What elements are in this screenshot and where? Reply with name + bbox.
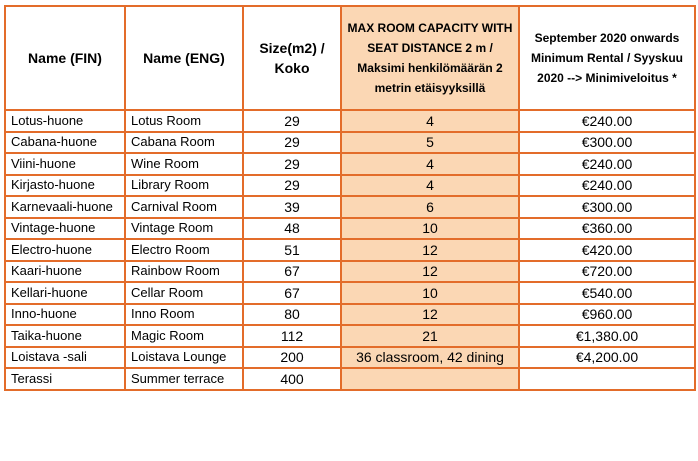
table-row [5, 196, 695, 218]
table-row [5, 218, 695, 240]
cell-capacity: 5 [341, 132, 519, 154]
cell-name-eng: Rainbow Room [125, 261, 243, 283]
table-header [5, 6, 695, 110]
table-row [5, 132, 695, 154]
cell-size: 112 [243, 325, 341, 347]
cell-capacity: 4 [341, 110, 519, 132]
cell-name-fin: Taika-huone [5, 325, 125, 347]
cell-capacity: 12 [341, 261, 519, 283]
cell-size: 29 [243, 132, 341, 154]
cell-name-eng: Vintage Room [125, 218, 243, 240]
cell-name-eng: Wine Room [125, 153, 243, 175]
cell-capacity: 6 [341, 196, 519, 218]
cell-size: 200 [243, 347, 341, 369]
cell-capacity: 12 [341, 304, 519, 326]
room-pricing-table [4, 5, 696, 391]
cell-minimum-rental: €1,380.00 [519, 325, 695, 347]
header-name-eng: Name (ENG) [125, 6, 243, 110]
cell-name-fin: Karnevaali-huone [5, 196, 125, 218]
cell-size: 48 [243, 218, 341, 240]
cell-name-eng: Inno Room [125, 304, 243, 326]
cell-name-fin: Kirjasto-huone [5, 175, 125, 197]
cell-name-eng: Magic Room [125, 325, 243, 347]
cell-minimum-rental: €960.00 [519, 304, 695, 326]
cell-size: 67 [243, 261, 341, 283]
cell-capacity: 36 classroom, 42 dining [341, 347, 519, 369]
cell-size: 400 [243, 368, 341, 390]
cell-size: 29 [243, 153, 341, 175]
cell-minimum-rental: €300.00 [519, 132, 695, 154]
cell-minimum-rental: €240.00 [519, 175, 695, 197]
table-row [5, 282, 695, 304]
cell-name-eng: Carnival Room [125, 196, 243, 218]
table-row [5, 239, 695, 261]
table-row [5, 153, 695, 175]
cell-name-fin: Cabana-huone [5, 132, 125, 154]
cell-size: 39 [243, 196, 341, 218]
cell-capacity [341, 368, 519, 390]
cell-name-fin: Terassi [5, 368, 125, 390]
cell-capacity: 21 [341, 325, 519, 347]
cell-name-fin: Loistava -sali [5, 347, 125, 369]
cell-size: 29 [243, 175, 341, 197]
cell-minimum-rental: €240.00 [519, 110, 695, 132]
table-row [5, 304, 695, 326]
cell-capacity: 10 [341, 218, 519, 240]
cell-name-eng: Electro Room [125, 239, 243, 261]
table-row [5, 325, 695, 347]
cell-capacity: 10 [341, 282, 519, 304]
cell-name-fin: Lotus-huone [5, 110, 125, 132]
table-row [5, 261, 695, 283]
cell-name-eng: Library Room [125, 175, 243, 197]
cell-minimum-rental: €420.00 [519, 239, 695, 261]
cell-minimum-rental: €240.00 [519, 153, 695, 175]
cell-name-eng: Lotus Room [125, 110, 243, 132]
cell-minimum-rental: €360.00 [519, 218, 695, 240]
cell-minimum-rental: €300.00 [519, 196, 695, 218]
cell-minimum-rental: €540.00 [519, 282, 695, 304]
cell-capacity: 4 [341, 153, 519, 175]
cell-size: 67 [243, 282, 341, 304]
cell-size: 29 [243, 110, 341, 132]
cell-capacity: 12 [341, 239, 519, 261]
cell-name-fin: Inno-huone [5, 304, 125, 326]
cell-name-fin: Vintage-huone [5, 218, 125, 240]
cell-name-eng: Loistava Lounge [125, 347, 243, 369]
cell-name-fin: Kaari-huone [5, 261, 125, 283]
cell-minimum-rental [519, 368, 695, 390]
cell-capacity: 4 [341, 175, 519, 197]
cell-name-eng: Summer terrace [125, 368, 243, 390]
cell-minimum-rental: €4,200.00 [519, 347, 695, 369]
header-size: Size(m2) / Koko [243, 6, 341, 110]
table-row [5, 347, 695, 369]
cell-size: 51 [243, 239, 341, 261]
table-row [5, 110, 695, 132]
header-name-fin: Name (FIN) [5, 6, 125, 110]
cell-minimum-rental: €720.00 [519, 261, 695, 283]
cell-name-eng: Cellar Room [125, 282, 243, 304]
cell-name-eng: Cabana Room [125, 132, 243, 154]
cell-name-fin: Kellari-huone [5, 282, 125, 304]
table-body [5, 110, 695, 390]
table-row [5, 175, 695, 197]
cell-size: 80 [243, 304, 341, 326]
cell-name-fin: Viini-huone [5, 153, 125, 175]
header-row [5, 6, 695, 110]
header-max-capacity: MAX ROOM CAPACITY WITH SEAT DISTANCE 2 m / Maksimi henkilömäärän 2 metrin etäisyyksillä [341, 6, 519, 110]
table-row [5, 368, 695, 390]
header-minimum-rental: September 2020 onwards Minimum Rental / Syyskuu 2020 --> Minimiveloitus * [519, 6, 695, 110]
cell-name-fin: Electro-huone [5, 239, 125, 261]
